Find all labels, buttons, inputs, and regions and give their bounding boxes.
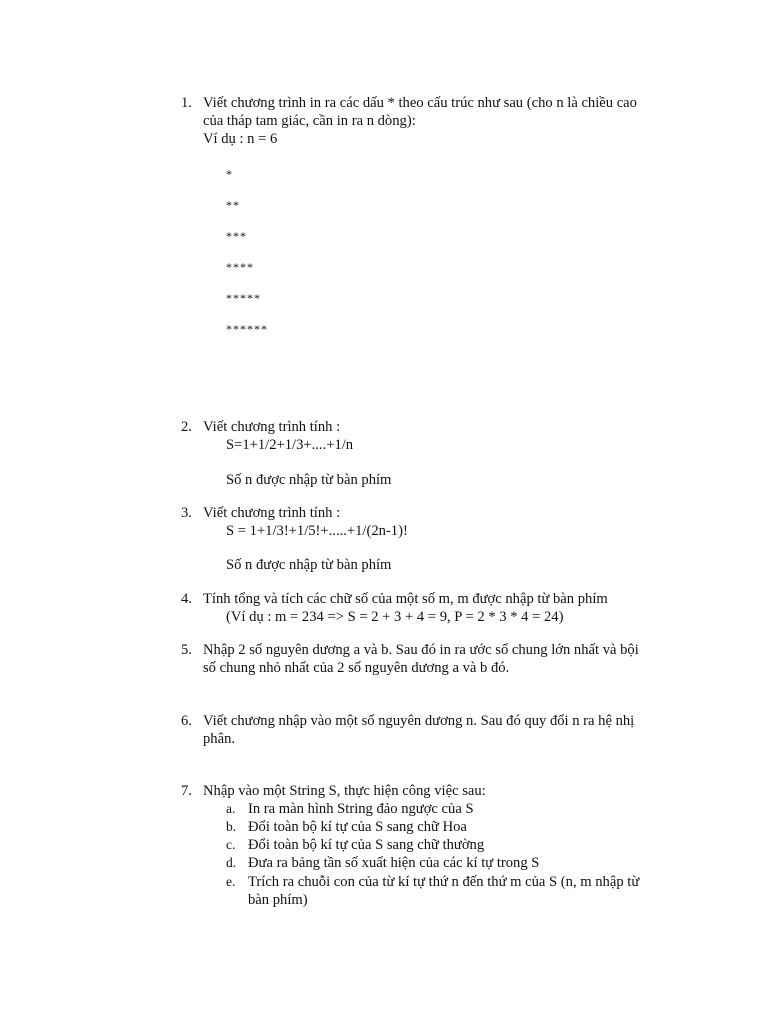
item-text-line: số chung nhỏ nhất của 2 số nguyên dương a và b đó. xyxy=(203,660,510,676)
subitem-letter: a. xyxy=(226,801,236,816)
formula: S = 1+1/3!+1/5!+.....+1/(2n-1)! xyxy=(226,523,408,539)
item-text-line: Viết chương trình in ra các dấu * theo cấu trúc như sau (cho n là chiều cao xyxy=(203,95,637,111)
star-row: ***** xyxy=(226,291,261,305)
star-row: *** xyxy=(226,229,247,243)
subitem-letter: c. xyxy=(226,837,236,852)
input-note: Số n được nhập từ bàn phím xyxy=(226,472,392,488)
star-row: ** xyxy=(226,198,240,212)
subitem-text: Đổi toàn bộ kí tự của S sang chữ Hoa xyxy=(248,819,467,835)
item-text-line: của tháp tam giác, cần in ra n dòng): xyxy=(203,113,416,129)
item-number: 2. xyxy=(181,419,192,435)
item-number: 6. xyxy=(181,713,192,729)
item-text-line: Ví dụ : n = 6 xyxy=(203,131,278,147)
star-row: * xyxy=(226,167,233,181)
item-text-line: Viết chương trình tính : xyxy=(203,419,341,435)
item-text-line: phân. xyxy=(203,731,236,747)
star-row: ****** xyxy=(226,322,268,336)
item-text-line: Viết chương nhập vào một số nguyên dương n. Sau đó quy đổi n ra hệ nhị xyxy=(203,713,635,729)
item-text-line: Nhập 2 số nguyên dương a và b. Sau đó in ra ước số chung lớn nhất và bội xyxy=(203,642,639,658)
subitem-letter: b. xyxy=(226,819,237,834)
item-number: 3. xyxy=(181,505,192,521)
subitem-letter: d. xyxy=(226,855,237,870)
subitem-text: In ra màn hình String đảo ngược của S xyxy=(248,801,474,817)
subitem-text: Đưa ra bảng tần số xuất hiện của các kí tự trong S xyxy=(248,855,540,871)
item-number: 5. xyxy=(181,642,192,658)
item-text-line: Tính tổng và tích các chữ số của một số m, m được nhập từ bàn phím xyxy=(203,591,608,607)
item-text-line: Nhập vào một String S, thực hiện công việc sau: xyxy=(203,783,486,799)
formula: S=1+1/2+1/3+....+1/n xyxy=(226,437,354,453)
item-number: 7. xyxy=(181,783,192,799)
item-number: 4. xyxy=(181,591,192,607)
input-note: Số n được nhập từ bàn phím xyxy=(226,557,392,573)
subitem-text: bàn phím) xyxy=(248,892,308,908)
subitem-letter: e. xyxy=(226,874,236,889)
item-number: 1. xyxy=(181,95,192,111)
subitem-text: Trích ra chuỗi con của từ kí tự thứ n đến thứ m của S (n, m nhập từ xyxy=(248,874,640,890)
item-text-line: Viết chương trình tính : xyxy=(203,505,341,521)
example-text: (Ví dụ : m = 234 => S = 2 + 3 + 4 = 9, P = 2 * 3 * 4 = 24) xyxy=(226,609,564,625)
subitem-text: Đổi toàn bộ kí tự của S sang chữ thường xyxy=(248,837,485,853)
star-row: **** xyxy=(226,260,254,274)
